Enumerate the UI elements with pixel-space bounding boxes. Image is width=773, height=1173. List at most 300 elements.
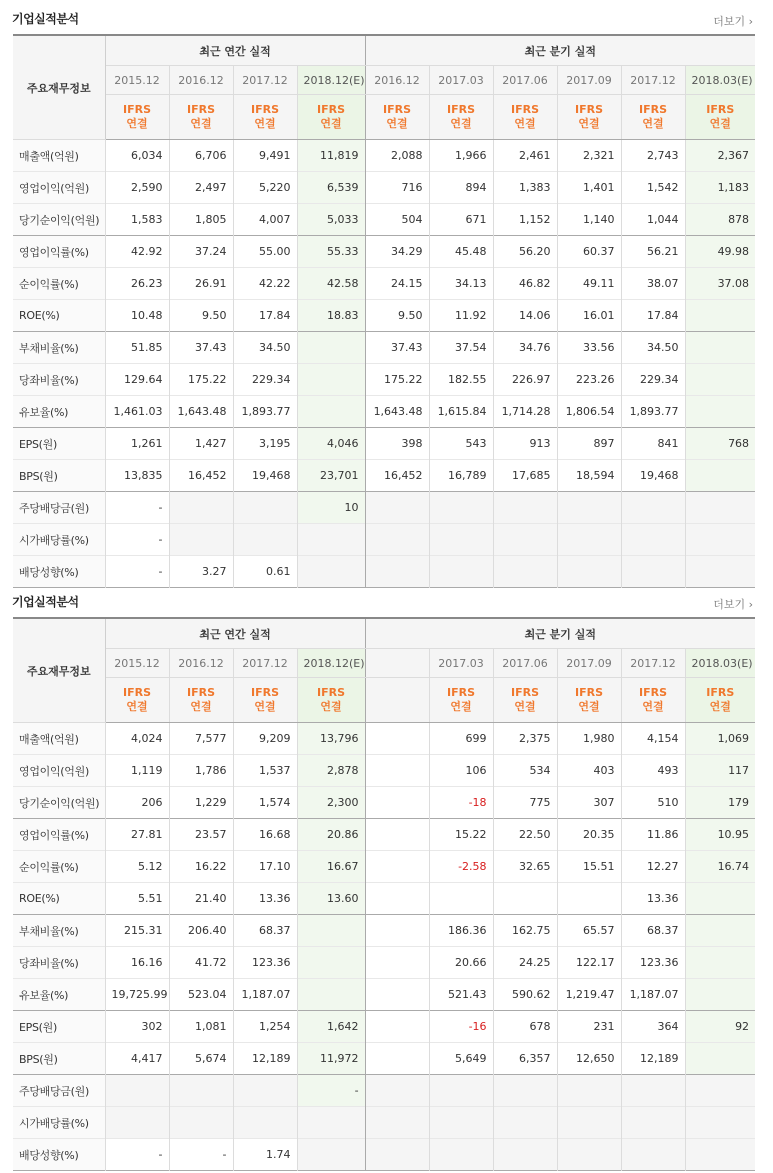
table-cell: 12,650 xyxy=(557,1043,621,1075)
basis-header xyxy=(297,95,365,140)
table-cell xyxy=(169,492,233,524)
table-cell: - xyxy=(297,1075,365,1107)
table-cell: 16.68 xyxy=(233,819,297,851)
table-cell: 9,491 xyxy=(233,140,297,172)
table-cell xyxy=(685,1043,755,1075)
row-label: 순이익률(%) xyxy=(13,851,105,883)
table-row xyxy=(13,332,755,364)
table-cell: 32.65 xyxy=(493,851,557,883)
table-cell: 11.86 xyxy=(621,819,685,851)
table-cell xyxy=(557,883,621,915)
table-cell: 45.48 xyxy=(429,236,493,268)
table-cell: 226.97 xyxy=(493,364,557,396)
row-label: BPS(원) xyxy=(13,460,105,492)
table-cell xyxy=(297,947,365,979)
table-cell xyxy=(685,915,755,947)
table-cell: 1,574 xyxy=(233,787,297,819)
table-cell xyxy=(493,1075,557,1107)
table-cell: 14.06 xyxy=(493,300,557,332)
table-row xyxy=(13,364,755,396)
table-cell: 1,583 xyxy=(105,204,169,236)
table-cell: 17.10 xyxy=(233,851,297,883)
basis-header xyxy=(233,678,297,723)
table-row xyxy=(13,979,755,1011)
table-cell xyxy=(685,1107,755,1139)
table-row xyxy=(13,723,755,755)
table-cell: 26.23 xyxy=(105,268,169,300)
table-cell: 231 xyxy=(557,1011,621,1043)
table-cell xyxy=(557,492,621,524)
table-cell: 671 xyxy=(429,204,493,236)
table-row xyxy=(13,172,755,204)
table-cell: 1,805 xyxy=(169,204,233,236)
basis-consolidated: 연결 xyxy=(126,117,148,130)
table-cell xyxy=(365,1075,429,1107)
row-label: 영업이익(억원) xyxy=(13,172,105,204)
table-cell: 22.50 xyxy=(493,819,557,851)
table-cell: 179 xyxy=(685,787,755,819)
table-cell: 302 xyxy=(105,1011,169,1043)
table-cell xyxy=(365,819,429,851)
table-cell: 223.26 xyxy=(557,364,621,396)
table-cell xyxy=(429,524,493,556)
table-cell: 878 xyxy=(685,204,755,236)
table-cell xyxy=(297,332,365,364)
table-row xyxy=(13,883,755,915)
table-cell: 20.86 xyxy=(297,819,365,851)
table-cell: 2,497 xyxy=(169,172,233,204)
period-header: 2016.12 xyxy=(169,649,233,678)
row-label: 주당배당금(원) xyxy=(13,492,105,524)
row-label: 영업이익률(%) xyxy=(13,819,105,851)
table-cell: 37.43 xyxy=(169,332,233,364)
table-cell: 26.91 xyxy=(169,268,233,300)
table-cell xyxy=(685,947,755,979)
table-cell xyxy=(233,524,297,556)
table-cell: 206 xyxy=(105,787,169,819)
more-link[interactable]: 더보기 › xyxy=(713,15,753,28)
table-cell xyxy=(557,1107,621,1139)
table-cell: 41.72 xyxy=(169,947,233,979)
table-cell xyxy=(685,1075,755,1107)
table-cell xyxy=(685,492,755,524)
table-row xyxy=(13,268,755,300)
basis-header xyxy=(365,95,429,140)
table-cell xyxy=(493,883,557,915)
table-row xyxy=(13,819,755,851)
basis-header xyxy=(621,95,685,140)
table-cell xyxy=(365,851,429,883)
table-cell: 13.60 xyxy=(297,883,365,915)
table-cell: 1,254 xyxy=(233,1011,297,1043)
table-cell: 4,007 xyxy=(233,204,297,236)
basis-ifrs: IFRS xyxy=(123,103,151,116)
table-cell xyxy=(365,1011,429,1043)
table-cell xyxy=(685,1139,755,1171)
table-cell: 122.17 xyxy=(557,947,621,979)
table-cell: 15.51 xyxy=(557,851,621,883)
table-cell: 24.25 xyxy=(493,947,557,979)
table-cell xyxy=(429,492,493,524)
period-header: 2018.12(E) xyxy=(297,649,365,678)
row-label: 매출액(억원) xyxy=(13,140,105,172)
financial-table xyxy=(13,617,755,1171)
table-cell: 13,835 xyxy=(105,460,169,492)
table-cell xyxy=(365,947,429,979)
table-cell xyxy=(365,1043,429,1075)
table-cell: 2,590 xyxy=(105,172,169,204)
table-cell: 716 xyxy=(365,172,429,204)
row-label: 부채비율(%) xyxy=(13,915,105,947)
basis-consolidated: 연결 xyxy=(450,700,472,713)
table-cell: 17.84 xyxy=(233,300,297,332)
table-cell: -18 xyxy=(429,787,493,819)
table-cell: 6,706 xyxy=(169,140,233,172)
table-cell: 1,069 xyxy=(685,723,755,755)
table-cell: 24.15 xyxy=(365,268,429,300)
period-header: 2015.12 xyxy=(105,649,169,678)
table-cell xyxy=(557,1075,621,1107)
table-cell: 92 xyxy=(685,1011,755,1043)
period-header: 2017.12 xyxy=(621,649,685,678)
period-header: 2018.03(E) xyxy=(685,649,755,678)
table-row xyxy=(13,460,755,492)
table-cell: 15.22 xyxy=(429,819,493,851)
period-header xyxy=(365,649,429,678)
table-cell: 49.98 xyxy=(685,236,755,268)
table-cell: 775 xyxy=(493,787,557,819)
table-cell xyxy=(297,524,365,556)
table-cell: 4,046 xyxy=(297,428,365,460)
table-row xyxy=(13,1011,755,1043)
table-cell: 403 xyxy=(557,755,621,787)
period-header: 2017.03 xyxy=(429,66,493,95)
table-cell xyxy=(365,755,429,787)
table-cell: 20.35 xyxy=(557,819,621,851)
table-cell: 5.51 xyxy=(105,883,169,915)
table-cell: 11,819 xyxy=(297,140,365,172)
table-cell: 9.50 xyxy=(365,300,429,332)
row-label: 유보율(%) xyxy=(13,396,105,428)
row-label: 시가배당률(%) xyxy=(13,1107,105,1139)
table-cell xyxy=(297,915,365,947)
table-row xyxy=(13,204,755,236)
table-cell: 4,024 xyxy=(105,723,169,755)
table-cell: 34.76 xyxy=(493,332,557,364)
row-label: EPS(원) xyxy=(13,1011,105,1043)
period-header: 2017.06 xyxy=(493,66,557,95)
row-label: ROE(%) xyxy=(13,300,105,332)
table-cell: 2,461 xyxy=(493,140,557,172)
table-cell xyxy=(429,883,493,915)
table-cell: 504 xyxy=(365,204,429,236)
basis-header xyxy=(105,678,169,723)
table-cell: 21.40 xyxy=(169,883,233,915)
table-cell: 19,468 xyxy=(621,460,685,492)
table-cell: 1,427 xyxy=(169,428,233,460)
table-cell: 521.43 xyxy=(429,979,493,1011)
table-cell: 493 xyxy=(621,755,685,787)
table-cell xyxy=(621,1139,685,1171)
period-header: 2017.12 xyxy=(233,649,297,678)
table-cell: 9.50 xyxy=(169,300,233,332)
table-cell: 23,701 xyxy=(297,460,365,492)
row-label: 영업이익률(%) xyxy=(13,236,105,268)
table-cell xyxy=(685,364,755,396)
table-cell: 1,081 xyxy=(169,1011,233,1043)
table-cell: 4,154 xyxy=(621,723,685,755)
table-cell: 34.50 xyxy=(233,332,297,364)
period-header: 2017.09 xyxy=(557,649,621,678)
table-cell: 10 xyxy=(297,492,365,524)
table-cell: 678 xyxy=(493,1011,557,1043)
table-cell: 590.62 xyxy=(493,979,557,1011)
basis-consolidated: 연결 xyxy=(709,117,731,130)
table-cell: 894 xyxy=(429,172,493,204)
basis-ifrs: IFRS xyxy=(639,686,668,699)
table-cell xyxy=(685,460,755,492)
table-cell: 398 xyxy=(365,428,429,460)
table-cell: 215.31 xyxy=(105,915,169,947)
table-cell xyxy=(685,524,755,556)
table-cell: 37.08 xyxy=(685,268,755,300)
table-cell: 60.37 xyxy=(557,236,621,268)
table-cell: 2,321 xyxy=(557,140,621,172)
table-cell xyxy=(365,1107,429,1139)
table-cell xyxy=(365,524,429,556)
table-cell: 23.57 xyxy=(169,819,233,851)
table-cell: 34.50 xyxy=(621,332,685,364)
table-cell xyxy=(169,524,233,556)
basis-consolidated: 연결 xyxy=(514,700,536,713)
table-cell: 1,966 xyxy=(429,140,493,172)
table-cell xyxy=(233,1075,297,1107)
table-cell: 229.34 xyxy=(233,364,297,396)
table-cell: 1,261 xyxy=(105,428,169,460)
table-cell: 34.29 xyxy=(365,236,429,268)
period-header: 2016.12 xyxy=(169,66,233,95)
table-cell: 5,649 xyxy=(429,1043,493,1075)
table-cell: 19,468 xyxy=(233,460,297,492)
row-label: 유보율(%) xyxy=(13,979,105,1011)
table-cell: 2,300 xyxy=(297,787,365,819)
earnings-section-1 xyxy=(0,0,773,579)
table-cell xyxy=(493,1107,557,1139)
table-cell: 55.33 xyxy=(297,236,365,268)
table-cell: 20.66 xyxy=(429,947,493,979)
table-row xyxy=(13,428,755,460)
table-cell: 49.11 xyxy=(557,268,621,300)
table-cell: 1,219.47 xyxy=(557,979,621,1011)
table-cell xyxy=(685,300,755,332)
table-row xyxy=(13,787,755,819)
table-cell: 768 xyxy=(685,428,755,460)
table-cell: 162.75 xyxy=(493,915,557,947)
table-cell: 7,577 xyxy=(169,723,233,755)
table-cell: 1,119 xyxy=(105,755,169,787)
table-cell: 1,152 xyxy=(493,204,557,236)
basis-header xyxy=(169,678,233,723)
table-cell xyxy=(365,883,429,915)
basis-header xyxy=(685,678,755,723)
table-cell xyxy=(105,1075,169,1107)
table-cell xyxy=(105,1107,169,1139)
table-cell xyxy=(365,492,429,524)
table-cell: 1,643.48 xyxy=(169,396,233,428)
basis-consolidated: 연결 xyxy=(254,700,276,713)
annual-header: 최근 연간 실적 xyxy=(105,35,365,66)
basis-header xyxy=(105,95,169,140)
table-cell xyxy=(685,979,755,1011)
period-header: 2015.12 xyxy=(105,66,169,95)
table-cell: 1,786 xyxy=(169,755,233,787)
basis-header xyxy=(493,95,557,140)
basis-ifrs: IFRS xyxy=(575,103,604,116)
table-cell: 17.84 xyxy=(621,300,685,332)
table-cell: - xyxy=(169,1139,233,1171)
table-cell: 1,187.07 xyxy=(621,979,685,1011)
basis-ifrs: IFRS xyxy=(511,103,540,116)
table-cell: 16,452 xyxy=(169,460,233,492)
table-cell xyxy=(297,979,365,1011)
earnings-section-2 xyxy=(0,583,773,1162)
table-cell: 106 xyxy=(429,755,493,787)
basis-ifrs: IFRS xyxy=(383,103,412,116)
basis-header xyxy=(365,678,429,723)
table-row xyxy=(13,1043,755,1075)
table-cell: 16.74 xyxy=(685,851,755,883)
basis-consolidated: 연결 xyxy=(320,700,342,713)
period-header: 2018.12(E) xyxy=(297,66,365,95)
basis-consolidated: 연결 xyxy=(642,117,664,130)
row-label: 부채비율(%) xyxy=(13,332,105,364)
table-cell: 1,643.48 xyxy=(365,396,429,428)
table-cell: 123.36 xyxy=(233,947,297,979)
table-cell: 38.07 xyxy=(621,268,685,300)
table-cell: 37.43 xyxy=(365,332,429,364)
table-cell: 11.92 xyxy=(429,300,493,332)
table-row xyxy=(13,1139,755,1171)
table-cell: 510 xyxy=(621,787,685,819)
basis-header xyxy=(493,678,557,723)
period-header: 2016.12 xyxy=(365,66,429,95)
table-cell xyxy=(169,1075,233,1107)
basis-header xyxy=(429,95,493,140)
table-cell: -16 xyxy=(429,1011,493,1043)
table-cell: 175.22 xyxy=(365,364,429,396)
basis-header xyxy=(557,678,621,723)
table-cell: 1,642 xyxy=(297,1011,365,1043)
table-cell xyxy=(557,524,621,556)
table-cell: 2,375 xyxy=(493,723,557,755)
corner-label: 주요재무정보 xyxy=(13,618,105,723)
table-cell xyxy=(365,915,429,947)
table-cell xyxy=(297,364,365,396)
table-cell: 1,980 xyxy=(557,723,621,755)
table-row xyxy=(13,300,755,332)
table-cell: - xyxy=(105,524,169,556)
table-cell: 1,537 xyxy=(233,755,297,787)
basis-ifrs: IFRS xyxy=(706,686,735,699)
basis-ifrs: IFRS xyxy=(447,686,476,699)
financial-table xyxy=(13,34,755,588)
table-cell xyxy=(429,1075,493,1107)
basis-ifrs: IFRS xyxy=(317,686,346,699)
table-cell: 1,401 xyxy=(557,172,621,204)
table-cell: 42.58 xyxy=(297,268,365,300)
annual-header: 최근 연간 실적 xyxy=(105,618,365,649)
section-title: 기업실적분석 xyxy=(12,12,79,26)
table-cell: 16,452 xyxy=(365,460,429,492)
table-cell: 0.61 xyxy=(233,556,297,588)
more-link[interactable]: 더보기 › xyxy=(713,598,753,611)
table-cell: - xyxy=(105,1139,169,1171)
table-cell: - xyxy=(105,492,169,524)
table-cell: 2,088 xyxy=(365,140,429,172)
table-cell: 182.55 xyxy=(429,364,493,396)
table-row xyxy=(13,396,755,428)
basis-ifrs: IFRS xyxy=(251,103,279,116)
table-cell: 16,789 xyxy=(429,460,493,492)
table-cell xyxy=(621,1075,685,1107)
table-cell: 56.21 xyxy=(621,236,685,268)
table-cell: 1,140 xyxy=(557,204,621,236)
table-cell xyxy=(621,1107,685,1139)
table-cell: 5.12 xyxy=(105,851,169,883)
table-cell: 37.24 xyxy=(169,236,233,268)
section-title: 기업실적분석 xyxy=(12,595,79,609)
table-cell: 56.20 xyxy=(493,236,557,268)
table-cell: 129.64 xyxy=(105,364,169,396)
table-cell: 1,461.03 xyxy=(105,396,169,428)
quarter-header: 최근 분기 실적 xyxy=(365,618,755,649)
table-cell: 13.36 xyxy=(233,883,297,915)
period-header: 2017.09 xyxy=(557,66,621,95)
table-cell: 6,357 xyxy=(493,1043,557,1075)
table-cell: 65.57 xyxy=(557,915,621,947)
table-row xyxy=(13,140,755,172)
basis-header xyxy=(169,95,233,140)
row-label: 시가배당률(%) xyxy=(13,524,105,556)
table-cell: 229.34 xyxy=(621,364,685,396)
table-cell: 1,044 xyxy=(621,204,685,236)
table-cell: 16.22 xyxy=(169,851,233,883)
row-label: 당기순이익(억원) xyxy=(13,787,105,819)
table-row xyxy=(13,947,755,979)
row-label: 영업이익(억원) xyxy=(13,755,105,787)
table-cell: 5,674 xyxy=(169,1043,233,1075)
table-cell: 1,183 xyxy=(685,172,755,204)
table-cell: 175.22 xyxy=(169,364,233,396)
table-cell xyxy=(365,1139,429,1171)
table-cell: 37.54 xyxy=(429,332,493,364)
table-cell: 534 xyxy=(493,755,557,787)
basis-ifrs: IFRS xyxy=(187,686,215,699)
table-cell: 42.92 xyxy=(105,236,169,268)
table-cell: 55.00 xyxy=(233,236,297,268)
basis-ifrs: IFRS xyxy=(511,686,540,699)
basis-header xyxy=(297,678,365,723)
table-cell: 117 xyxy=(685,755,755,787)
table-cell: 1,714.28 xyxy=(493,396,557,428)
table-cell: 1.74 xyxy=(233,1139,297,1171)
table-cell: 206.40 xyxy=(169,915,233,947)
table-cell: 1,615.84 xyxy=(429,396,493,428)
table-cell xyxy=(297,1139,365,1171)
table-cell: 12,189 xyxy=(621,1043,685,1075)
table-cell: 13,796 xyxy=(297,723,365,755)
table-cell xyxy=(621,524,685,556)
